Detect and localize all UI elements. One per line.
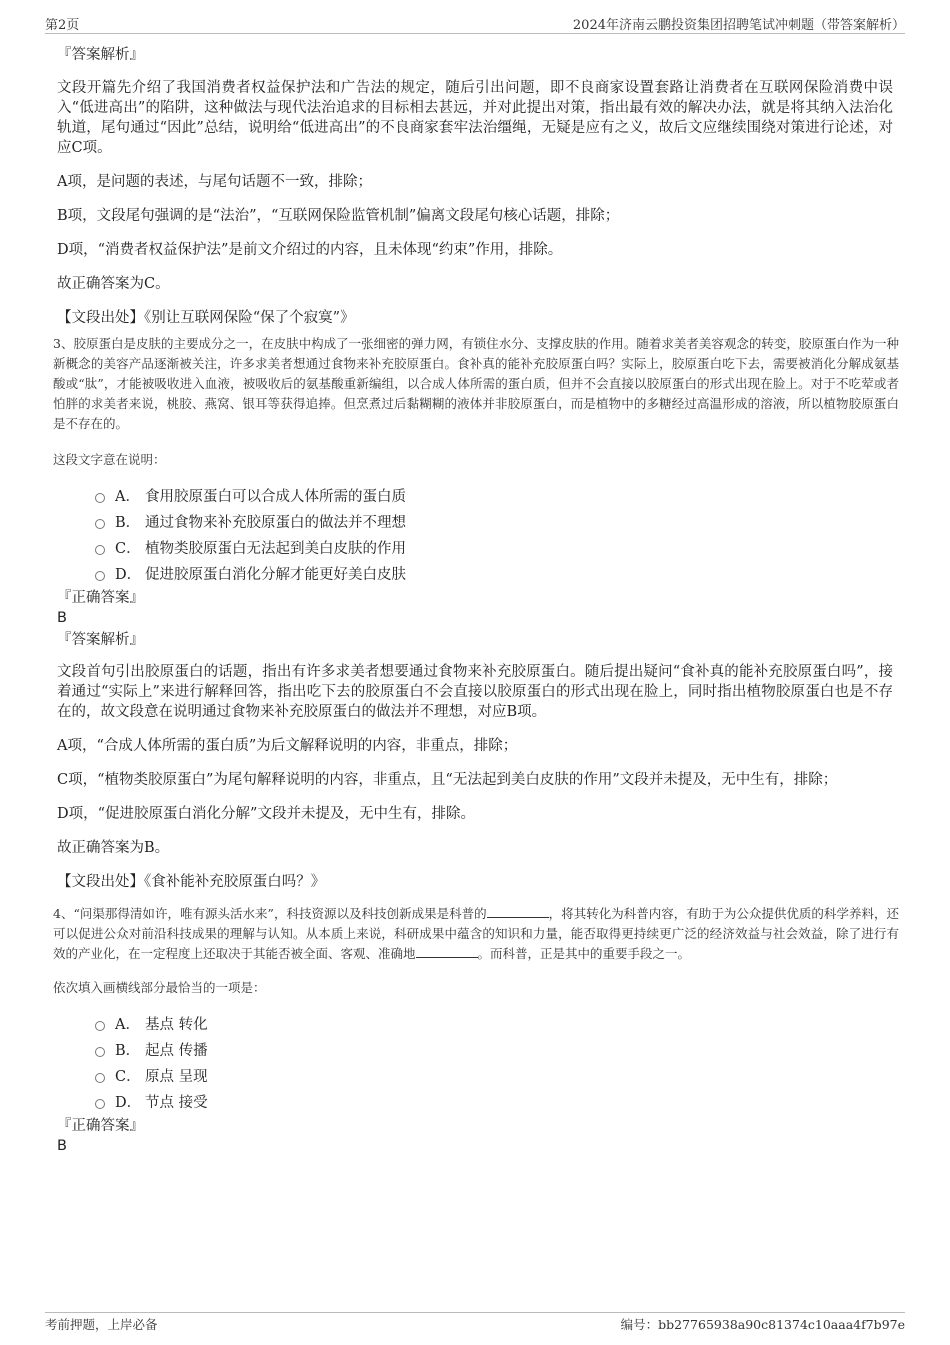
q4-stem: 4、“问渠那得清如许，唯有源头活水来”，科技资源以及科技创新成果是科普的 ，将其转化为科普内容，有助于为公众提供优质的科学养料，还可以促进公众对前沿科技成果的理解与认知。从本质上来说，科研成果中蕴含的知识和力量，能否取得更持续更广泛的经济效益与社会效益，除了进行有效的产业化，在一定程度上还取决于其能否被全面、客观、准确地 。而科普，正是其中的重要手段之一。 (53, 906, 899, 961)
q3-source: 【文段出处】《食补能补充胶原蛋白吗？》 (57, 874, 326, 890)
q4-option-b[interactable]: B． 起点 传播 (95, 1036, 905, 1062)
q3-analysis-paragraph: 文段首句引出胶原蛋白的话题，指出有许多求美者想要通过食物来补充胶原蛋白。随后提出疑问“食补真的能补充胶原蛋白吗”，接着通过“实际上”来进行解释回答，指出吃下去的胶原蛋白不会直接以胶原蛋白的形式出现在脸上，同时指出植物胶原蛋白也是不存在的，故文段意在说明通过食物来补充胶原蛋白的做法并不理想，对应B项。 (57, 664, 893, 720)
q3-analysis-option-c: C项，“植物类胶原蛋白”为尾句解释说明的内容，非重点，且“无法起到美白皮肤的作用”文段并未提及，无中生有，排除； (57, 772, 838, 788)
q2-source: 【文段出处】《别让互联网保险“保了个寂寞”》 (57, 310, 355, 326)
q2-analysis-option-a: A项，是问题的表述，与尾句话题不一致，排除； (57, 174, 372, 190)
q2-conclusion: 故正确答案为C。 (57, 276, 170, 292)
page-number: 第2页 (45, 18, 80, 33)
q2-analysis-label: 『答案解析』 (57, 47, 144, 63)
page-header (45, 14, 905, 34)
q4-question: 依次填入画横线部分最恰当的一项是： (53, 980, 266, 995)
q4-option-c[interactable]: C． 原点 呈现 (95, 1062, 905, 1088)
q3-analysis-option-d: D项，“促进胶原蛋白消化分解”文段并未提及，无中生有，排除。 (57, 806, 475, 822)
footer-slogan: 考前押题，上岸必备 (45, 1317, 158, 1332)
q3-stem: 3、胶原蛋白是皮肤的主要成分之一，在皮肤中构成了一张细密的弹力网，有锁住水分、支撑皮肤的作用。随着求美者美容观念的转变，胶原蛋白作为一种新概念的美容产品逐渐被关注，许多求美者想通过食物来补充胶原蛋白。食补真的能补充胶原蛋白吗？实际上，胶原蛋白吃下去，需要被消化分解成氨基酸或“肽”，才能被吸收进入血液，被吸收后的氨基酸重新编组，以合成人体所需的蛋白质，但并不会直接以胶原蛋白的形式出现在脸上。对于不吃荤或者怕胖的求美者来说，桃胶、燕窝、银耳等获得追捧。但烹煮过后黏糊糊的液体并非胶原蛋白，而是植物中的多糖经过高温形成的溶液，所以植物胶原蛋白是不存在的。 (53, 336, 899, 431)
q4-options (95, 1010, 905, 1114)
document-id: 编号：bb27765938a90c81374c10aaa4f7b97e (620, 1317, 905, 1332)
q3-answer: B (57, 610, 67, 626)
q3-conclusion: 故正确答案为B。 (57, 840, 170, 856)
blank-line (487, 906, 549, 918)
radio-icon[interactable] (95, 1073, 105, 1083)
radio-icon[interactable] (95, 1021, 105, 1031)
radio-icon[interactable] (95, 1099, 105, 1109)
radio-icon[interactable] (95, 493, 105, 503)
q4-answer: B (57, 1138, 67, 1154)
page-content (45, 44, 905, 1156)
q3-option-b[interactable]: B． 通过食物来补充胶原蛋白的做法并不理想 (95, 508, 905, 534)
q3-option-a[interactable]: A． 食用胶原蛋白可以合成人体所需的蛋白质 (95, 482, 905, 508)
blank-line (416, 946, 478, 958)
q3-analysis-label: 『答案解析』 (57, 632, 144, 648)
radio-icon[interactable] (95, 519, 105, 529)
q4-option-d[interactable]: D． 节点 接受 (95, 1088, 905, 1114)
radio-icon[interactable] (95, 545, 105, 555)
q2-analysis-option-b: B项，文段尾句强调的是“法治”，“互联网保险监管机制”偏离文段尾句核心话题，排除； (57, 208, 620, 224)
q3-option-d[interactable]: D． 促进胶原蛋白消化分解才能更好美白皮肤 (95, 560, 905, 586)
page-footer (45, 1312, 905, 1334)
radio-icon[interactable] (95, 571, 105, 581)
q4-option-a[interactable]: A． 基点 转化 (95, 1010, 905, 1036)
q3-question: 这段文字意在说明： (53, 452, 166, 467)
q2-analysis-option-d: D项，“消费者权益保护法”是前文介绍过的内容，且未体现“约束”作用，排除。 (57, 242, 563, 258)
q3-analysis-option-a: A项，“合成人体所需的蛋白质”为后文解释说明的内容，非重点，排除； (57, 738, 518, 754)
radio-icon[interactable] (95, 1047, 105, 1057)
document-title: 2024年济南云鹏投资集团招聘笔试冲刺题（带答案解析） (572, 18, 905, 33)
q3-option-c[interactable]: C． 植物类胶原蛋白无法起到美白皮肤的作用 (95, 534, 905, 560)
q3-answer-label: 『正确答案』 (57, 590, 144, 606)
q3-options (95, 482, 905, 586)
q4-answer-label: 『正确答案』 (57, 1118, 144, 1134)
q2-analysis-paragraph: 文段开篇先介绍了我国消费者权益保护法和广告法的规定，随后引出问题，即不良商家设置套路让消费者在互联网保险消费中误入“低进高出”的陷阱，这种做法与现代法治追求的目标相去甚远，并对此提出对策，指出最有效的解决办法，就是将其纳入法治化轨道，尾句通过“因此”总结，说明给“低进高出”的不良商家套牢法治缰绳，无疑是应有之义，故后文应继续围绕对策进行论述，对应C项。 (57, 80, 893, 156)
